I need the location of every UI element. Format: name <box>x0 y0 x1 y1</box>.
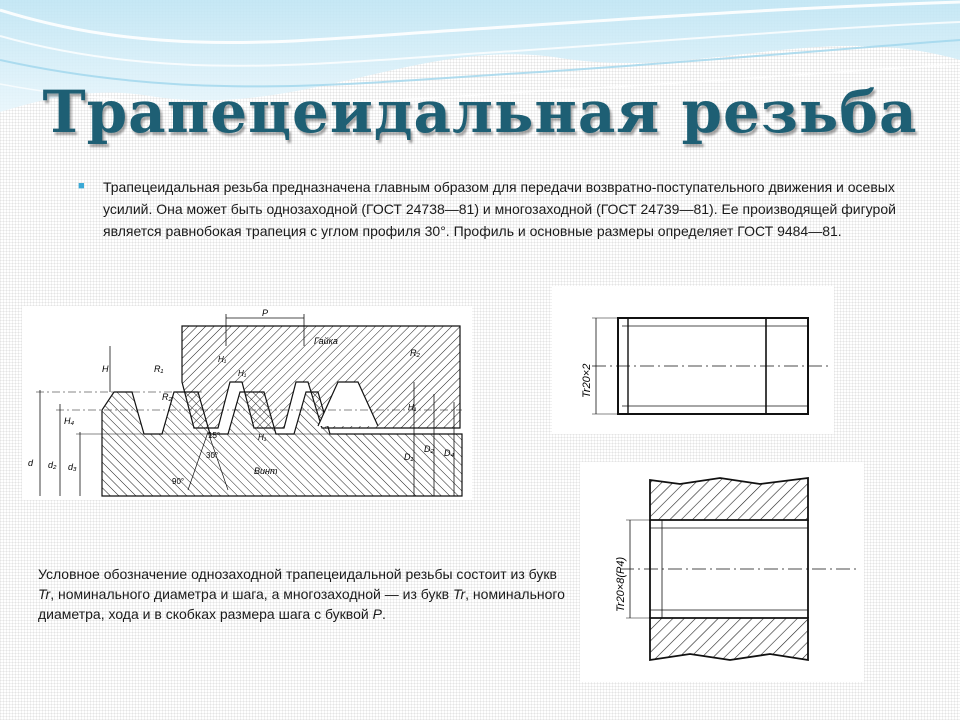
note-part3: , номинального диаметра, хода и в скобках размера шага с буквой <box>38 586 565 622</box>
D4-label: D₄ <box>444 448 455 458</box>
nut-designation: Tr20×8(P4) <box>615 556 627 612</box>
h4-label: H₄ <box>64 416 75 426</box>
h-label: H <box>102 364 109 374</box>
r2-right-label: R₂ <box>410 348 420 358</box>
h1-small-label: H₁ <box>238 369 247 378</box>
r2-label: R₂ <box>162 392 172 402</box>
h1-right-label: H₁ <box>408 403 417 412</box>
angle15-label: 15° <box>208 431 221 440</box>
D1-label: D₁ <box>404 452 414 462</box>
d2-label: d₂ <box>48 460 57 470</box>
note-tr1: Tr <box>38 586 51 602</box>
thread-profile-figure <box>22 306 472 500</box>
h1-label: H₁ <box>218 355 227 364</box>
h2-small-label: H₁ <box>258 433 267 442</box>
bullet-icon: ■ <box>78 180 85 192</box>
note-p: P <box>372 606 382 622</box>
note-end: . <box>381 606 386 622</box>
note-part1: Условное обозначение однозаходной трапецеидальной резьбы состоит из букв <box>38 566 557 582</box>
screw-label: Винт <box>254 466 278 476</box>
nut-figure <box>580 462 864 682</box>
bolt-designation: Tr20×2 <box>581 363 593 398</box>
angle90-label: 90° <box>172 477 185 486</box>
bolt-figure <box>552 286 834 434</box>
intro-paragraph: Трапецеидальная резьба предназначена главным образом для передачи возвратно-поступательного движения и осевых усилий. Она может быть однозаходной (ГОСТ 24738—81) и многозаходной (ГОСТ 24739—81). Ее производящей фигурой является равнобокая трапеция с углом профиля 30°. Профиль и основные размеры определяет ГОСТ 9484—81. <box>103 179 896 239</box>
r1-label: R₁ <box>154 364 164 374</box>
note-part2: , номинального диаметра и шага, а многозаходной — из букв <box>50 586 453 602</box>
d-label: d <box>28 458 34 468</box>
d3-label: d₃ <box>68 462 77 472</box>
pitch-label: P <box>262 308 269 318</box>
angle30-label: 30° <box>206 451 219 460</box>
note-tr2: Tr <box>452 586 466 602</box>
designation-note <box>38 564 568 624</box>
D2-label: D₂ <box>424 444 434 454</box>
slide-title: Трапецеидальная резьба <box>42 78 918 146</box>
nut-label: Гайка <box>314 336 338 346</box>
